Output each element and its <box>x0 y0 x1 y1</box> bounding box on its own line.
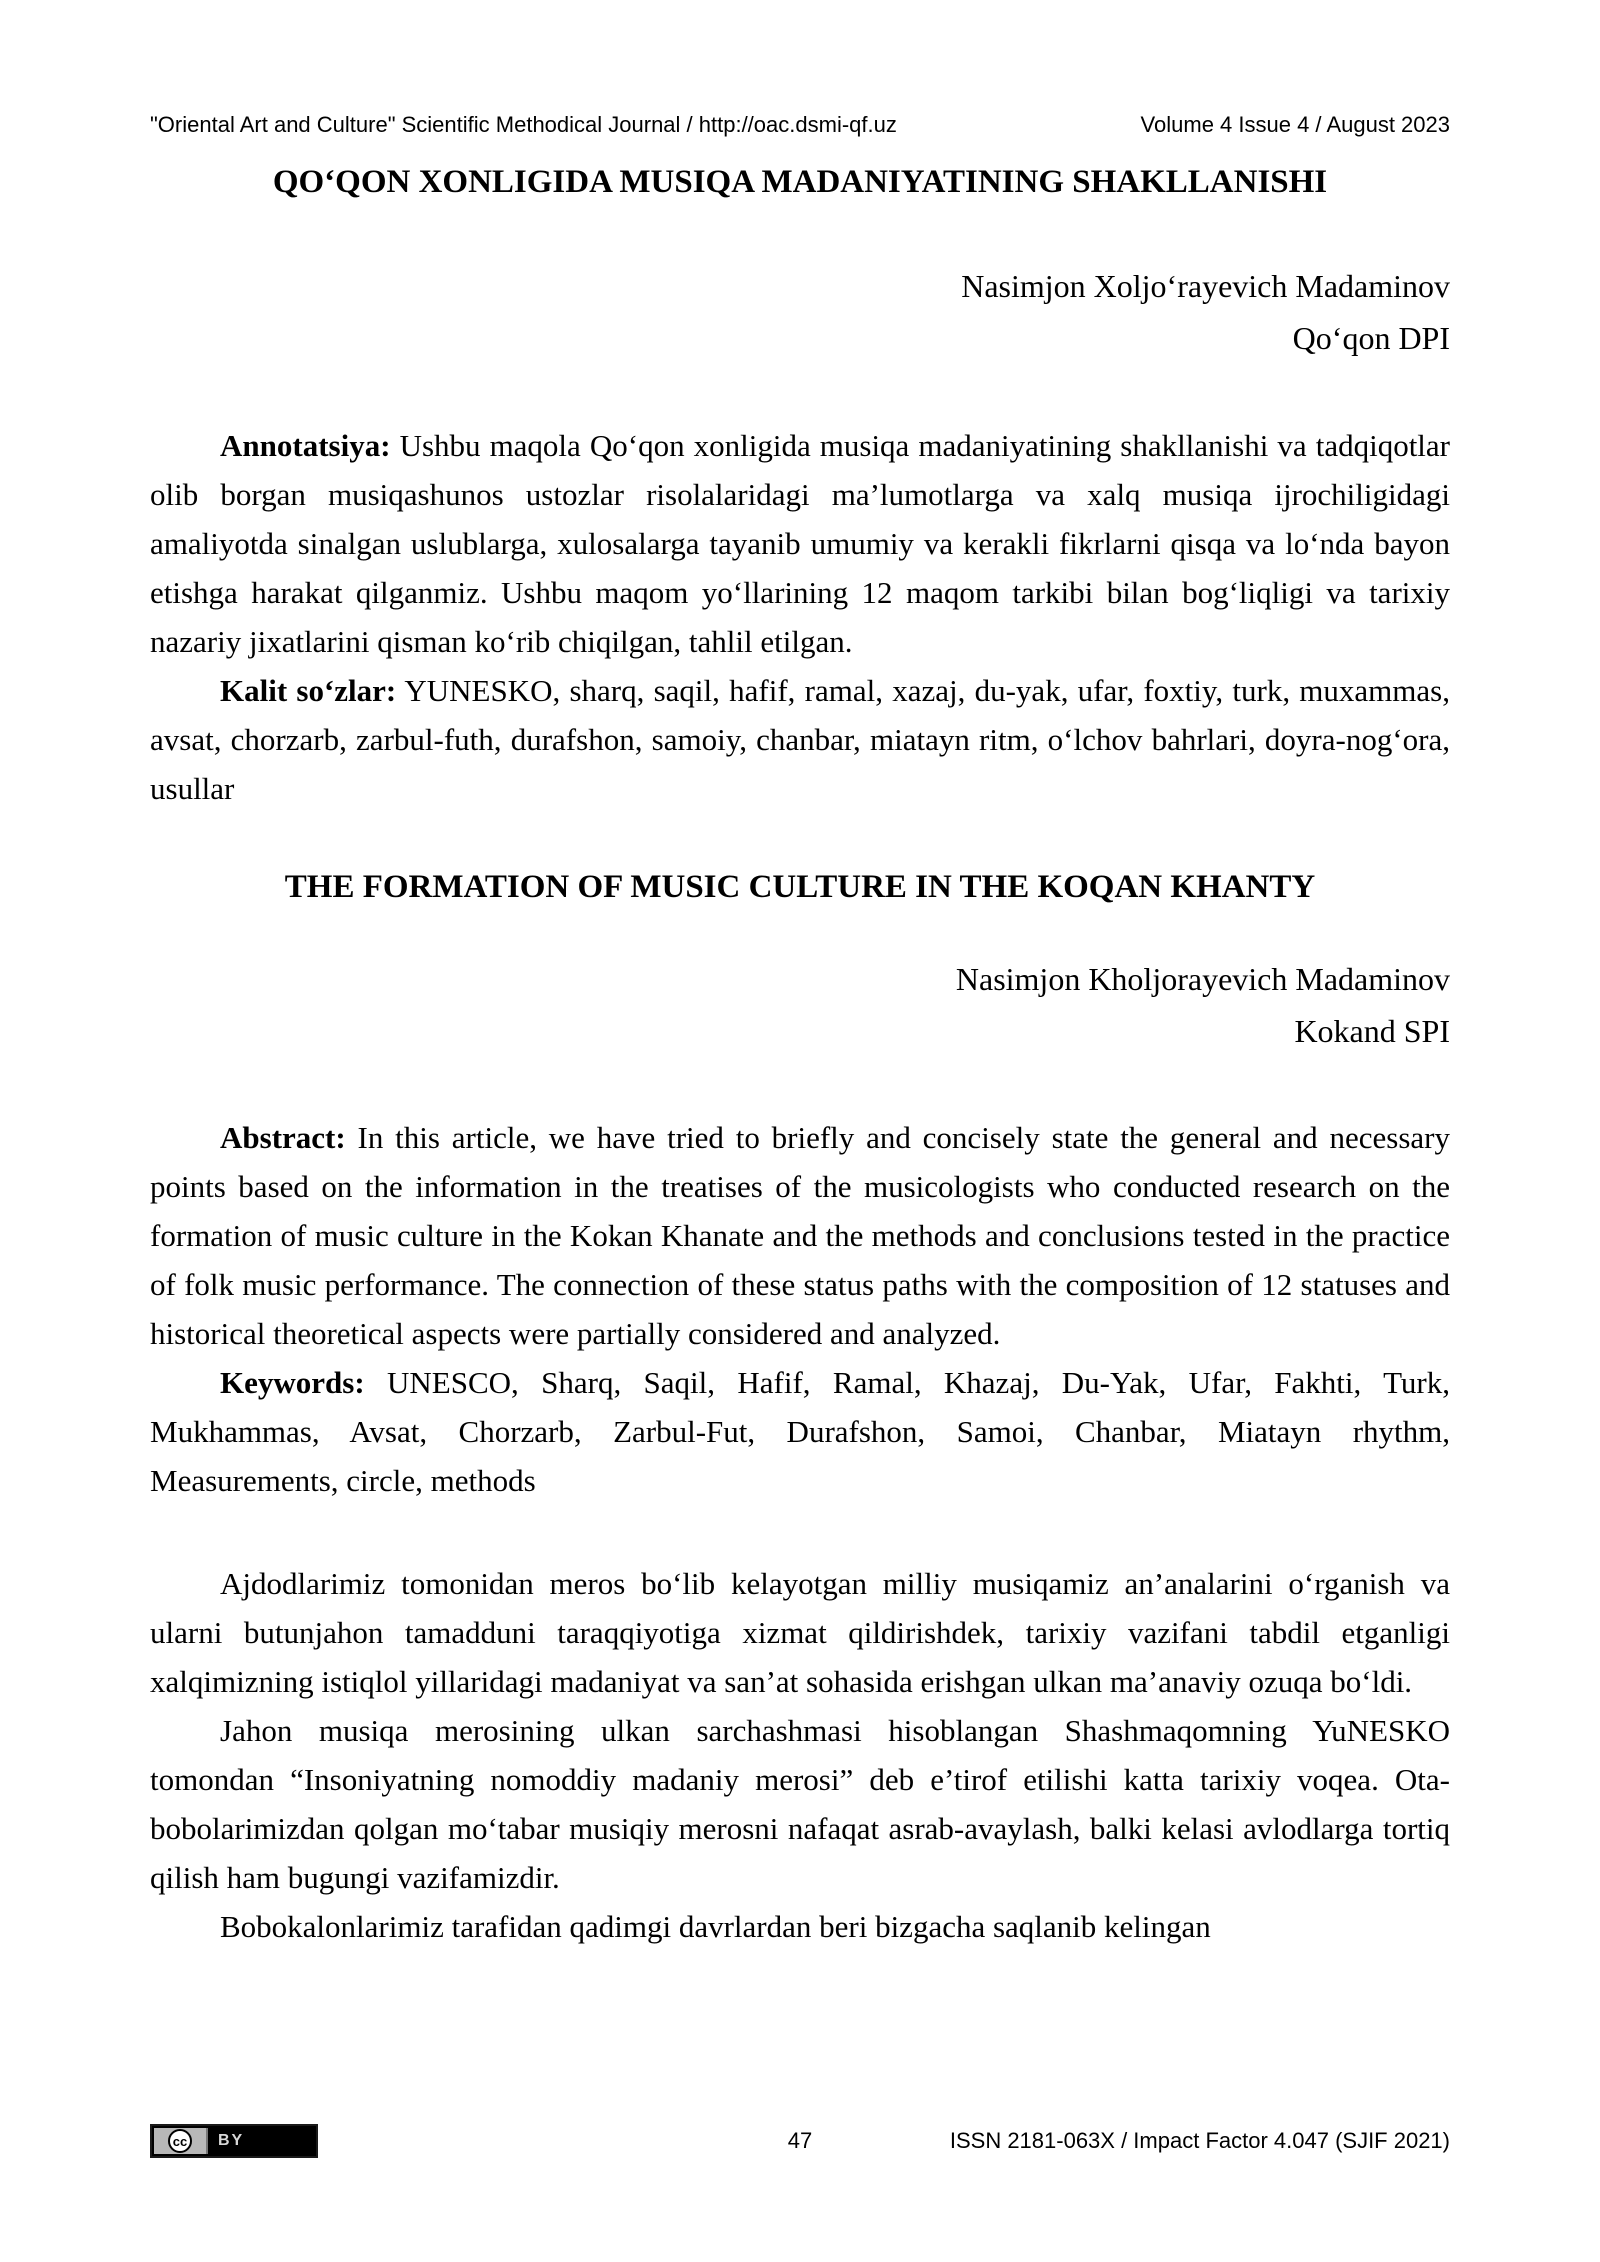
issn-info: ISSN 2181-063X / Impact Factor 4.047 (SJIF 2021) <box>949 2128 1450 2153</box>
cc-badge-left <box>154 2128 208 2154</box>
author-affiliation-en: Kokand SPI <box>1294 1013 1450 1049</box>
abstract-label: Abstract: <box>220 1120 346 1155</box>
page-number: 47 <box>787 2128 813 2153</box>
keywords-label-uz: Kalit so‘zlar: <box>220 673 397 708</box>
cc-by-badge <box>150 2124 318 2158</box>
keywords-text-uz: YUNESKO, sharq, saqil, hafif, ramal, xazaj, du-yak, ufar, foxtiy, turk, muxammas, avsat, chorzarb, zarbul-futh, durafshon, samoiy, chanbar, miatayn ritm, o‘lchov bahrlari, doyra-nog‘ora, usullar <box>150 673 1450 806</box>
page-footer <box>150 2124 1450 2158</box>
keywords-label-en: Keywords: <box>220 1365 365 1400</box>
body-paragraph: Ajdodlarimiz tomonidan meros bo‘lib kelayotgan milliy musiqamiz an’analarini o‘rganish va ularni butunjahon tamadduni taraqqiyotiga xizmat qildirishdek, tarixiy vazifani tabdil etganligi xalqimizning istiqlol yillaridagi madaniyat va san’at sohasida erishgan ulkan ma’anaviy ozuqa bo‘ldi. <box>150 1566 1450 1699</box>
annotation-paragraph <box>150 421 1450 666</box>
issue-info: Volume 4 Issue 4 / August 2023 <box>1140 112 1450 137</box>
cc-by-label: BY <box>208 2128 314 2154</box>
author-name-uz: Nasimjon Xoljo‘rayevich Madaminov <box>961 268 1450 304</box>
keywords-paragraph-uz <box>150 666 1450 813</box>
author-affiliation-uz: Qo‘qon DPI <box>1292 320 1450 356</box>
body-paragraph: Jahon musiqa merosining ulkan sarchashmasi hisoblangan Shashmaqomning YuNESKO tomondan “Insoniyatning nomoddiy madaniy merosi” deb e’tirof etilishi katta tarixiy voqea. Ota-bobolarimizdan qolgan mo‘tabar musiqiy merosni nafaqat asrab-avaylash, balki kelasi avlodlarga tortiq qilish ham bugungi vazifamizdir. <box>150 1713 1450 1895</box>
annotation-text: Ushbu maqola Qo‘qon xonligida musiqa madaniyatining shakllanishi va tadqiqotlar olib borgan musiqashunos ustozlar risolalaridagi ma’lumotlarga va xalq musiqa ijrochiligidagi amaliyotda sinalgan uslublarga, xulosalarga tayanib umumiy va kerakli fikrlarni qisqa va lo‘nda bayon etishga harakat qilganmiz. Ushbu maqom yo‘llarining 12 maqom tarkibi bilan bog‘liqligi va tarixiy nazariy jixatlarini qisman ko‘rib chiqilgan, tahlil etilgan. <box>150 428 1450 659</box>
article-title-en: THE FORMATION OF MUSIC CULTURE IN THE KOQAN KHANTY <box>284 869 1316 905</box>
keywords-paragraph-en <box>150 1358 1450 1505</box>
author-name-en: Nasimjon Kholjorayevich Madaminov <box>955 961 1450 997</box>
body-paragraph: Bobokalonlarimiz tarafidan qadimgi davrlardan beri bizgacha saqlanib kelingan <box>220 1909 1211 1944</box>
cc-icon: cc <box>168 2129 192 2153</box>
abstract-text: In this article, we have tried to briefly and concisely state the general and necessary points based on the information in the treatises of the musicologists who conducted research on the formation of music culture in the Kokan Khanate and the methods and conclusions tested in the practice of folk music performance. The connection of these status paths with the composition of 12 statuses and historical theoretical aspects were partially considered and analyzed. <box>150 1120 1450 1351</box>
annotation-label: Annotatsiya: <box>220 428 391 463</box>
page-header <box>150 112 1450 138</box>
author-block-uz <box>150 260 1450 364</box>
author-block-en <box>150 953 1450 1057</box>
footer-left <box>150 2124 318 2158</box>
keywords-text-en: UNESCO, Sharq, Saqil, Hafif, Ramal, Khazaj, Du-Yak, Ufar, Fakhti, Turk, Mukhammas, Avsat, Chorzarb, Zarbul-Fut, Durafshon, Samoi, Chanbar, Miatayn rhythm, Measurements, circle, methods <box>150 1365 1450 1498</box>
abstract-paragraph <box>150 1113 1450 1358</box>
journal-name: "Oriental Art and Culture" Scientific Methodical Journal / http://oac.dsmi-qf.uz <box>150 112 897 137</box>
article-title-uz: QO‘QON XONLIGIDA MUSIQA MADANIYATINING SHAKLLANISHI <box>272 164 1328 200</box>
